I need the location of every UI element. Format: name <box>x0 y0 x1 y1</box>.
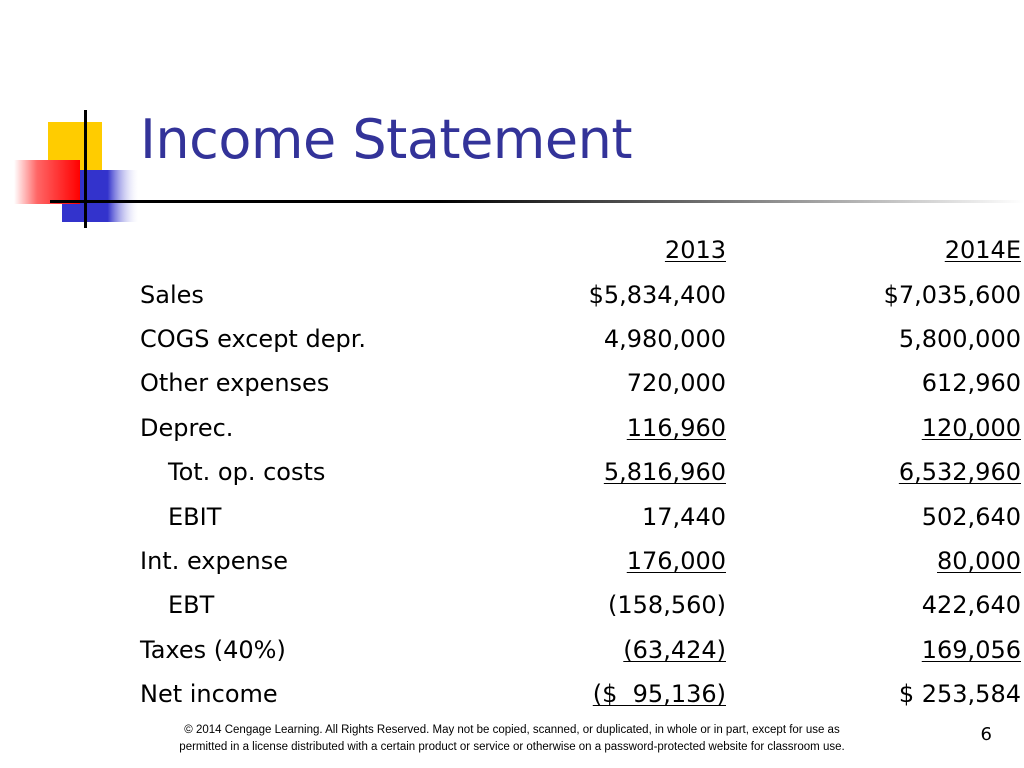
value-2014e: 502,640 <box>921 502 1021 531</box>
table-row <box>140 406 1021 450</box>
value-2013: 116,960 <box>626 413 726 442</box>
table-row <box>140 450 1021 494</box>
copyright-footer <box>0 722 1024 756</box>
table-row <box>140 628 1021 672</box>
table-row <box>140 672 1021 716</box>
value-2013: $5,834,400 <box>588 280 726 309</box>
row-label: Tot. op. costs <box>168 458 326 487</box>
value-2013: 4,980,000 <box>603 324 726 353</box>
page-number: 6 <box>980 724 992 745</box>
row-label: Int. expense <box>140 546 288 575</box>
title-divider <box>50 200 1024 203</box>
logo-vertical-line <box>84 110 87 228</box>
table-row <box>140 539 1021 583</box>
table-row <box>140 317 1021 361</box>
row-label: EBIT <box>168 502 222 531</box>
table-row <box>140 583 1021 627</box>
value-2014e: $7,035,600 <box>883 280 1021 309</box>
header-2013: 2013 <box>664 236 726 265</box>
income-statement-table <box>140 228 1021 716</box>
row-label: Taxes (40%) <box>140 635 286 664</box>
value-2014e: $ 253,584 <box>898 680 1021 709</box>
table-header-row <box>140 228 1021 272</box>
value-2014e: 422,640 <box>921 591 1021 620</box>
value-2013: ($ 95,136) <box>592 680 726 709</box>
copyright-line-2: permitted in a license distributed with a certain product or service or otherwise on a password-protected website for classroom use. <box>179 741 845 753</box>
value-2013: 176,000 <box>626 546 726 575</box>
value-2014e: 80,000 <box>937 546 1021 575</box>
value-2013: (158,560) <box>608 591 726 620</box>
slide-logo-graphic <box>0 0 140 240</box>
value-2014e: 169,056 <box>921 635 1021 664</box>
value-2014e: 6,532,960 <box>898 458 1021 487</box>
value-2013: 17,440 <box>642 502 726 531</box>
header-2014e: 2014E <box>944 236 1021 265</box>
page-title: Income Statement <box>140 108 633 171</box>
value-2013: (63,424) <box>623 635 726 664</box>
row-label: Deprec. <box>140 413 234 442</box>
table-row <box>140 361 1021 405</box>
table-row <box>140 272 1021 316</box>
value-2014e: 612,960 <box>921 369 1021 398</box>
row-label: EBT <box>168 591 215 620</box>
row-label: Net income <box>140 680 278 709</box>
table-row <box>140 494 1021 538</box>
value-2013: 720,000 <box>626 369 726 398</box>
copyright-line-1: © 2014 Cengage Learning. All Rights Reserved. May not be copied, scanned, or duplicated, in whole or in part, except for use as <box>184 724 840 736</box>
value-2013: 5,816,960 <box>603 458 726 487</box>
logo-red-square <box>14 160 80 204</box>
value-2014e: 5,800,000 <box>898 324 1021 353</box>
value-2014e: 120,000 <box>921 413 1021 442</box>
row-label: Sales <box>140 280 204 309</box>
header-label-cell <box>140 228 528 272</box>
row-label: COGS except depr. <box>140 324 366 353</box>
row-label: Other expenses <box>140 369 330 398</box>
